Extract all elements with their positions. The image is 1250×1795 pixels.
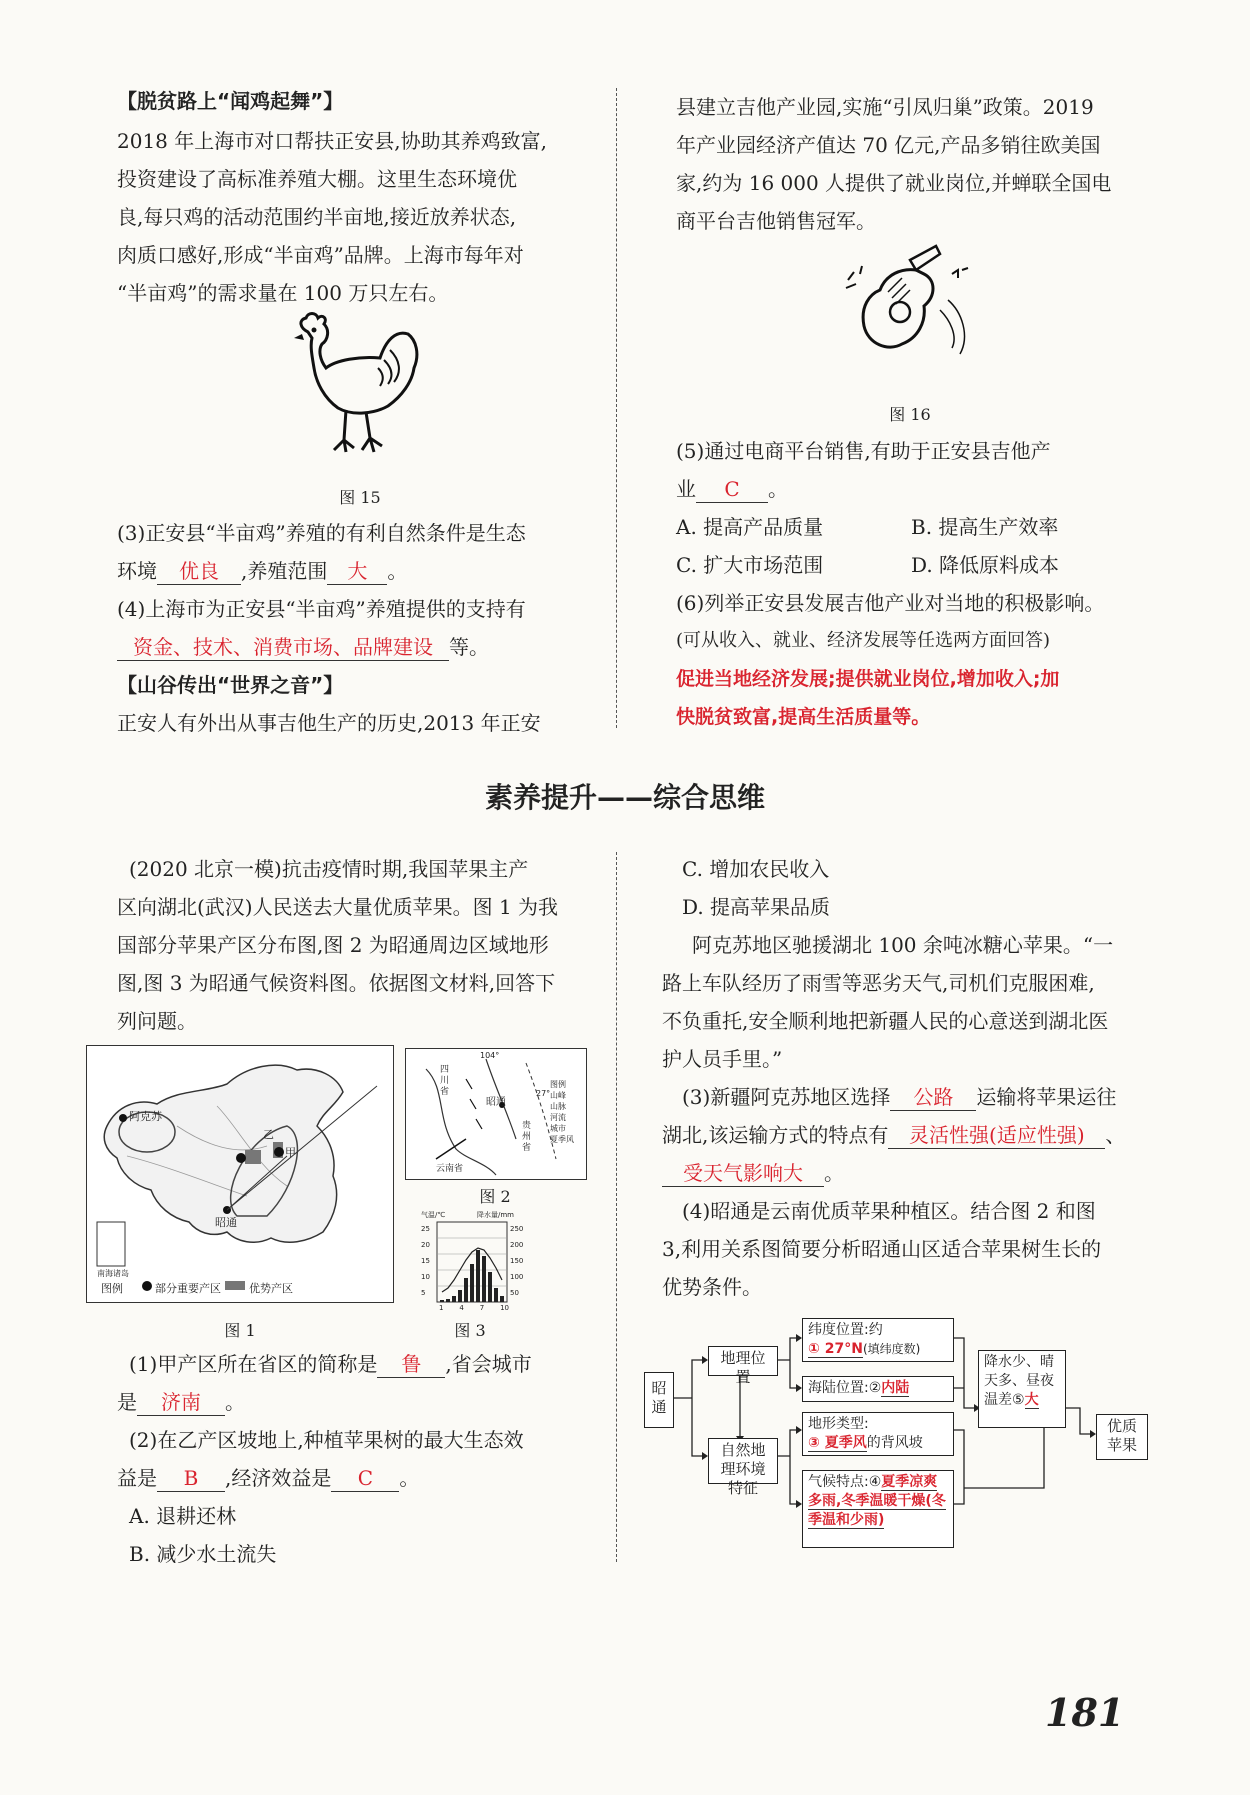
option-d: D. 降低原料成本 xyxy=(911,553,1060,577)
paragraph-line: 年产业园经济产值达 70 亿元,产品多销往欧美国 xyxy=(676,133,1101,157)
figure-caption: 图 15 xyxy=(339,488,381,507)
figure-caption: 图 3 xyxy=(454,1321,486,1340)
question-3-line: 受天气影响大 。 xyxy=(662,1154,1158,1192)
figure-2-map xyxy=(405,1048,587,1180)
diagram-node-result: 降水少、晴天多、昼夜温差⑤大 xyxy=(978,1350,1066,1428)
climate-ylabel-left: 气温/℃ xyxy=(421,1211,446,1219)
question-6-answer: 快脱贫致富,提高生活质量等。 xyxy=(676,706,931,728)
question-5-stem: (5)通过电商平台销售,有助于正安县吉他产 xyxy=(676,439,1051,463)
map-label-jia: 甲 xyxy=(285,1146,296,1159)
paragraph-line: 县建立吉他产业园,实施“引凤归巢”政策。2019 xyxy=(676,95,1094,119)
map-label-lon: 104° xyxy=(480,1051,500,1060)
option-row xyxy=(676,508,1156,546)
diagram-node-nature: 自然地理环境特征 xyxy=(708,1438,778,1484)
question-3-line: 环境 优良 ,养殖范围 大 。 xyxy=(117,559,408,583)
map-label-zhaotong: 昭通 xyxy=(486,1097,506,1108)
question-4-stem: 优势条件。 xyxy=(662,1275,762,1299)
guitar-illustration xyxy=(840,240,990,390)
paragraph-line: (2020 北京一模)抗击疫情时期,我国苹果主产 xyxy=(129,857,529,881)
paragraph-line: 投资建设了高标准养殖大棚。这里生态环境优 xyxy=(117,167,517,191)
question-1-line: (1)甲产区所在省区的简称是 鲁 ,省会城市 xyxy=(129,1352,532,1376)
bottom-left-questions xyxy=(117,1345,607,1573)
diagram-node-quality-apple: 优质苹果 xyxy=(1096,1414,1148,1460)
option-a: A. 提高产品质量 xyxy=(676,515,824,539)
option-row xyxy=(676,546,1156,584)
question-6-hint: (可从收入、就业、经济发展等任选两方面回答) xyxy=(676,630,1051,651)
answer-blank: 资金、技术、消费市场、品牌建设 xyxy=(117,634,449,661)
question-6-answer: 促进当地经济发展;提供就业岗位,增加收入;加 xyxy=(676,668,1060,690)
question-4-stem: (4)上海市为正安县“半亩鸡”养殖提供的支持有 xyxy=(117,597,526,621)
question-2-line: 益是 B ,经济效益是 C 。 xyxy=(117,1466,420,1490)
diagram-node-geo: 地理位置 xyxy=(708,1346,778,1376)
figure-caption: 图 16 xyxy=(889,405,931,424)
option-c: C. 增加农民收入 xyxy=(682,857,830,881)
figure-3-climate-chart xyxy=(415,1210,531,1316)
paragraph-line: 不负重托,安全顺利地把新疆人民的心意送到湖北医 xyxy=(662,1009,1109,1033)
china-outline xyxy=(87,1046,393,1302)
section-title: 素养提升——综合思维 xyxy=(484,781,765,814)
question-4-line: 资金、技术、消费市场、品牌建设 等。 xyxy=(117,628,607,666)
column-divider xyxy=(616,852,617,1562)
paragraph-line: 家,约为 16 000 人提供了就业岗位,并蝉联全国电 xyxy=(676,171,1112,195)
relationship-diagram xyxy=(640,1308,1160,1558)
figure-caption: 图 1 xyxy=(224,1321,256,1340)
map-legend-item: 优势产区 xyxy=(249,1282,293,1295)
answer-blank: C xyxy=(696,476,768,503)
paragraph-line: 列问题。 xyxy=(117,1009,197,1033)
option-b: B. 提高生产效率 xyxy=(911,515,1059,539)
climate-x-ticks: 1 4 7 10 xyxy=(439,1304,509,1312)
diagram-node-terrain: 地形类型: ③ 夏季风的背风坡 xyxy=(802,1412,954,1456)
map-label-zhaotong: 昭通 xyxy=(215,1216,237,1229)
option-c: C. 扩大市场范围 xyxy=(676,553,824,577)
top-left-column xyxy=(117,84,607,312)
paragraph-line: 护人员手里。” xyxy=(662,1047,783,1071)
top-right-questions xyxy=(676,432,1156,736)
section-heading-chicken: 【脱贫路上“闻鸡起舞”】 xyxy=(117,89,344,113)
question-5-line: 业 C 。 xyxy=(676,477,788,501)
answer-blank: 济南 xyxy=(137,1389,225,1416)
map-label-sichuan: 四川省 xyxy=(440,1065,450,1097)
paragraph-line: 良,每只鸡的活动范围约半亩地,接近放养状态, xyxy=(117,205,517,229)
question-3-line: (3)新疆阿克苏地区选择 公路 运输将苹果运往 xyxy=(682,1085,1117,1109)
answer-blank: 鲁 xyxy=(377,1351,445,1378)
paragraph-line: 正安人有外出从事吉他生产的历史,2013 年正安 xyxy=(117,711,541,735)
option-b: B. 减少水土流失 xyxy=(129,1542,277,1566)
answer-blank: 灵活性强(适应性强) xyxy=(888,1122,1105,1149)
question-3-stem: (3)正安县“半亩鸡”养殖的有利自然条件是生态 xyxy=(117,521,526,545)
top-left-questions xyxy=(117,514,607,742)
figure-1-map xyxy=(86,1045,394,1303)
answer-blank: 公路 xyxy=(890,1084,976,1111)
diagram-node-zhaotong: 昭通 xyxy=(644,1372,674,1428)
paragraph-line: 肉质口感好,形成“半亩鸡”品牌。上海市每年对 xyxy=(117,243,524,267)
map-inset-label: 南海诸岛 xyxy=(97,1269,129,1278)
map-label-aksu: 阿克苏 xyxy=(129,1110,162,1123)
answer-blank: 受天气影响大 xyxy=(662,1160,824,1187)
map2-legend: 图例 山峰 山脉 河流 城市 夏季风 xyxy=(550,1080,574,1144)
map-label-guizhou: 贵州省 xyxy=(522,1121,532,1153)
climate-left-ticks: 25 20 15 10 5 xyxy=(421,1225,430,1297)
diagram-node-latitude: 纬度位置:约 ① 27°N(填纬度数) xyxy=(802,1318,954,1362)
answer-blank: 大 xyxy=(327,558,387,585)
page-number: 181 xyxy=(1045,1690,1125,1735)
answer-blank: C xyxy=(331,1465,399,1492)
paragraph-line: 商平台吉他销售冠军。 xyxy=(676,209,876,233)
map-label-yi: 乙 xyxy=(263,1128,274,1141)
option-d: D. 提高苹果品质 xyxy=(682,895,831,919)
question-1-line: 是 济南 。 xyxy=(117,1390,245,1414)
map-label-yunnan: 云南省 xyxy=(436,1164,464,1174)
question-2-stem: (2)在乙产区坡地上,种植苹果树的最大生态效 xyxy=(129,1428,524,1452)
answer-blank: B xyxy=(157,1465,225,1492)
question-3-line: 湖北,该运输方式的特点有 灵活性强(适应性强) 、 xyxy=(662,1123,1126,1147)
climate-ylabel-right: 降水量/mm xyxy=(477,1211,514,1219)
column-divider xyxy=(616,88,617,728)
diagram-node-sea: 海陆位置:②内陆 xyxy=(802,1376,954,1402)
paragraph-line: 国部分苹果产区分布图,图 2 为昭通周边区域地形 xyxy=(117,933,549,957)
paragraph-line: 图,图 3 为昭通气候资料图。依据图文材料,回答下 xyxy=(117,971,556,995)
map-legend-title: 图例 xyxy=(101,1282,123,1295)
map-legend-item: 部分重要产区 xyxy=(155,1282,221,1295)
bottom-right-column xyxy=(662,850,1158,1306)
figure-caption: 图 2 xyxy=(479,1187,511,1206)
option-a: A. 退耕还林 xyxy=(129,1504,237,1528)
map-label-lat: 27° xyxy=(536,1089,551,1098)
bottom-left-intro xyxy=(117,850,607,1040)
diagram-node-climate: 气候特点:④夏季凉爽多雨,冬季温暖干燥(冬季温和少雨) xyxy=(802,1470,954,1548)
paragraph-line: 区向湖北(武汉)人民送去大量优质苹果。图 1 为我 xyxy=(117,895,559,919)
question-4-stem: 3,利用关系图简要分析昭通山区适合苹果树生长的 xyxy=(662,1237,1102,1261)
question-6-stem: (6)列举正安县发展吉他产业对当地的积极影响。 xyxy=(676,591,1105,615)
paragraph-line: “半亩鸡”的需求量在 100 万只左右。 xyxy=(117,281,449,305)
section-heading-guitar: 【山谷传出“世界之音”】 xyxy=(117,673,344,697)
chicken-illustration xyxy=(290,310,430,470)
paragraph-line: 2018 年上海市对口帮扶正安县,协助其养鸡致富, xyxy=(117,129,547,153)
paragraph-line: 阿克苏地区驰援湖北 100 余吨冰糖心苹果。“一 xyxy=(692,933,1114,957)
question-4-stem: (4)昭通是云南优质苹果种植区。结合图 2 和图 xyxy=(682,1199,1096,1223)
answer-blank: 优良 xyxy=(157,558,241,585)
top-right-column xyxy=(676,88,1156,240)
climate-right-ticks: 250 200 150 100 50 xyxy=(510,1225,524,1297)
paragraph-line: 路上车队经历了雨雪等恶劣天气,司机们克服困难, xyxy=(662,971,1095,995)
